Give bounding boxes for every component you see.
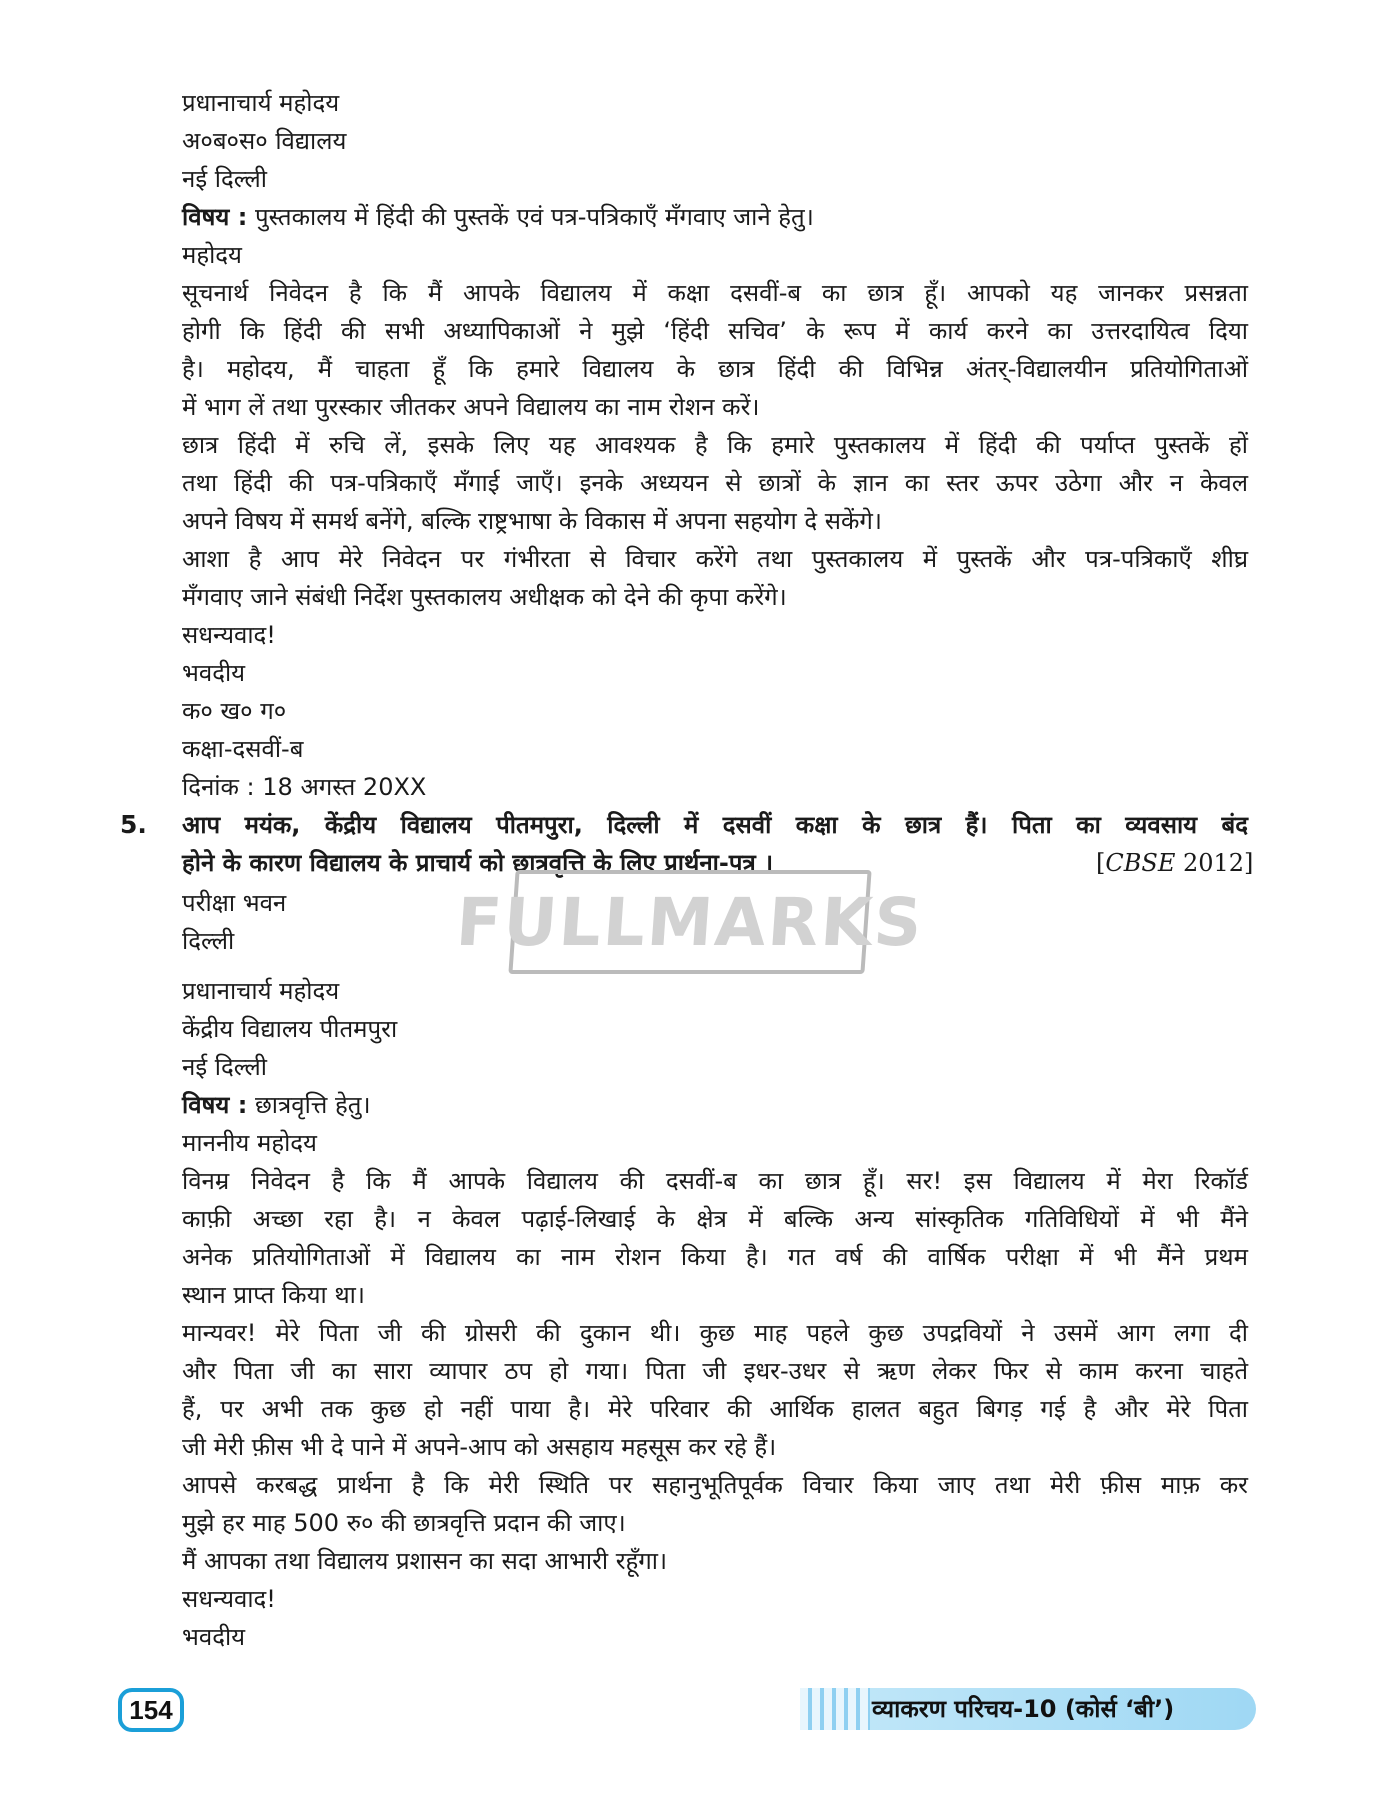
body-line: सूचनार्थ निवेदन है कि मैं आपके विद्यालय में कक्षा दसवीं-ब का छात्र हूँ। आपको यह जानकर प्रसन्नता [182,279,1248,307]
recipient-title: प्रधानाचार्य महोदय [182,977,340,1005]
recipient-title: प्रधानाचार्य महोदय [182,89,340,117]
footer-banner [800,1688,1256,1730]
thanks: सधन्यवाद! [182,1585,276,1613]
subject-line [182,1088,371,1122]
body-line: अनेक प्रतियोगिताओं में विद्यालय का नाम रोशन किया है। गत वर्ष की वार्षिक परीक्षा में भी मैंने प्रथम [182,1243,1248,1271]
footer-stripes [800,1688,870,1730]
body-line: आपसे करबद्ध प्रार्थना है कि मेरी स्थिति पर सहानुभूतिपूर्वक विचार किया जाए तथा मेरी फ़ीस माफ़ कर [182,1471,1248,1499]
watermark-logo: FULLMARKS [508,870,871,974]
citation-open: [ [1096,849,1106,877]
subject-label: विषय : [182,203,248,231]
body-line: मैं आपका तथा विद्यालय प्रशासन का सदा आभारी रहूँगा। [182,1547,668,1575]
body-line: मुझे हर माह 500 रु० की छात्रवृत्ति प्रदान की जाए। [182,1509,626,1537]
body-line: है। महोदय, मैं चाहता हूँ कि हमारे विद्यालय के छात्र हिंदी की विभिन्न अंतर्-विद्यालयीन प्रतियोगिताओं [182,355,1248,383]
body-line: विनम्र निवेदन है कि मैं आपके विद्यालय की दसवीं-ब का छात्र हूँ। सर! इस विद्यालय में मेरा रिकॉर्ड [182,1167,1248,1195]
salutation: महोदय [182,241,242,269]
closing: भवदीय [182,659,246,687]
body-line: छात्र हिंदी में रुचि लें, इसके लिए यह आवश्यक है कि हमारे पुस्तकालय में हिंदी की पर्याप्त पुस्तकें हों [182,431,1248,459]
subject-label: विषय : [182,1091,248,1119]
citation-year: 2012] [1175,849,1254,877]
recipient-school: अ०ब०स० विद्यालय [182,127,347,155]
letter-date: दिनांक : 18 अगस्त 20XX [182,773,427,801]
sender-place: परीक्षा भवन [182,889,287,917]
subject-text: पुस्तकालय में हिंदी की पुस्तकें एवं पत्र-पत्रिकाएँ मँगवाए जाने हेतु। [254,203,814,231]
book-title: व्याकरण परिचय-10 (कोर्स ‘बी’) [872,1695,1175,1723]
body-line: तथा हिंदी की पत्र-पत्रिकाएँ मँगाई जाएँ। इनके अध्ययन से छात्रों के ज्ञान का स्तर ऊपर उठेगा और न केवल [182,469,1248,497]
sender-name: क० ख० ग० [182,697,287,725]
question-line: होने के कारण विद्यालय के प्राचार्य को छात्रवृत्ति के लिए प्रार्थना-पत्र । [182,849,774,877]
body-line: और पिता जी का सारा व्यापार ठप हो गया। पिता जी इधर-उधर से ऋण लेकर फिर से काम करना चाहते [182,1357,1248,1385]
body-line: आशा है आप मेरे निवेदन पर गंभीरता से विचार करेंगे तथा पुस्तकालय में पुस्तकें और पत्र-पत्रिकाएँ शीघ्र [182,545,1248,573]
thanks: सधन्यवाद! [182,621,276,649]
body-line: अपने विषय में समर्थ बनेंगे, बल्कि राष्ट्रभाषा के विकास में अपना सहयोग दे सकेंगे। [182,507,882,535]
body-line: हैं, पर अभी तक कुछ हो नहीं पाया है। मेरे परिवार की आर्थिक हालत बहुत बिगड़ गई है और मेरे पिता [182,1395,1248,1423]
body-line: होगी कि हिंदी की सभी अध्यापिकाओं ने मुझे ‘हिंदी सचिव’ के रूप में कार्य करने का उत्तरदायित्व दिया [182,317,1248,345]
closing: भवदीय [182,1623,246,1651]
recipient-city: नई दिल्ली [182,165,268,193]
body-line: स्थान प्राप्त किया था। [182,1281,365,1309]
citation-board: CBSE [1105,849,1176,877]
sender-city: दिल्ली [182,927,235,955]
question-line: आप मयंक, केंद्रीय विद्यालय पीतमपुरा, दिल्ली में दसवीं कक्षा के छात्र हैं। पिता का व्यवसाय बंद [182,811,1248,839]
body-line: काफ़ी अच्छा रहा है। न केवल पढ़ाई-लिखाई के क्षेत्र में बल्कि अन्य सांस्कृतिक गतिविधियों में भी मैंने [182,1205,1248,1233]
subject-line [182,200,814,234]
sender-class: कक्षा-दसवीं-ब [182,735,304,763]
body-line: में भाग लें तथा पुरस्कार जीतकर अपने विद्यालय का नाम रोशन करें। [182,393,760,421]
salutation: माननीय महोदय [182,1129,317,1157]
body-line: मान्यवर! मेरे पिता जी की ग्रोसरी की दुकान थी। कुछ माह पहले कुछ उपद्रवियों ने उसमें आग लगा दी [182,1319,1248,1347]
page-number: 154 [118,1688,184,1732]
recipient-school: केंद्रीय विद्यालय पीतमपुरा [182,1015,398,1043]
subject-text: छात्रवृत्ति हेतु। [254,1091,371,1119]
question-number: 5. [120,810,147,839]
recipient-city: नई दिल्ली [182,1053,268,1081]
body-line: मँगवाए जाने संबंधी निर्देश पुस्तकालय अधीक्षक को देने की कृपा करेंगे। [182,583,787,611]
question-citation [1096,846,1253,880]
body-line: जी मेरी फ़ीस भी दे पाने में अपने-आप को असहाय महसूस कर रहे हैं। [182,1433,777,1461]
